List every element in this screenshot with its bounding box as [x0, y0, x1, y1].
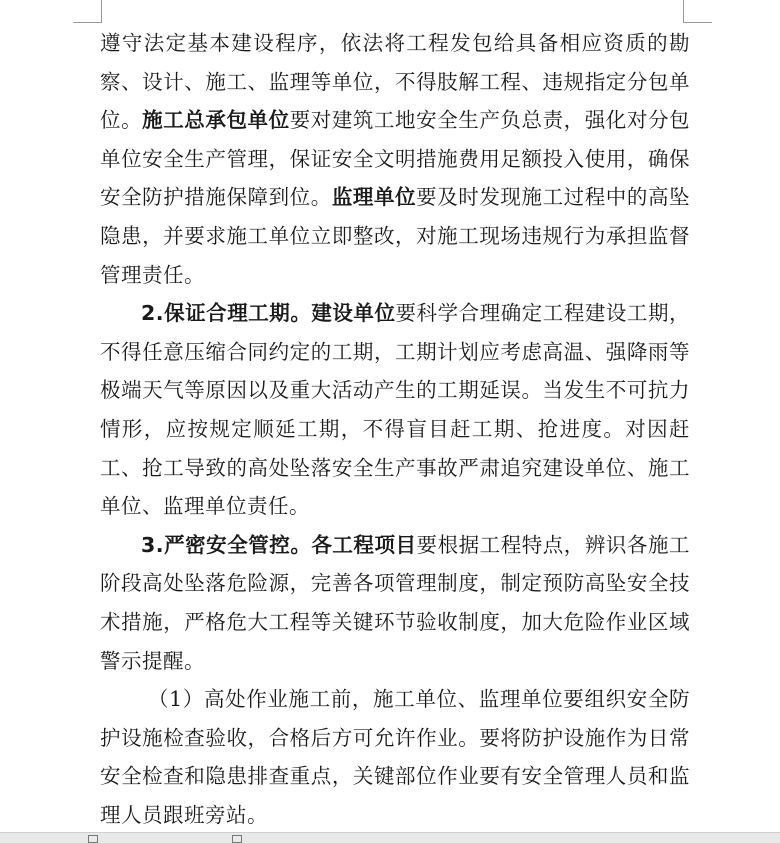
p2-heading: 2.保证合理工期。: [141, 301, 312, 326]
p3-text: 要根据工程特点，辨识各施工阶段高处坠落危险源，完善各项管理制度，制定预防高坠安全技术措施，严格危大工程等关键环节验收制度，加大危险作业区域警示提醒。: [100, 532, 690, 673]
p3-bold-subject: 各工程项目: [311, 532, 417, 557]
document-body[interactable]: [100, 24, 690, 834]
p3-heading: 3.严密安全管控。: [141, 532, 312, 557]
p1-bold-1: 施工总承包单位: [142, 108, 290, 133]
p4-text: （1）高处作业施工前，施工单位、监理单位要组织安全防护设施检查验收，合格后方可允许作业。要将防护设施作为日常安全检查和隐患排查重点，关键部位作业要有安全管理人员和监理人员跟班旁站。: [100, 687, 690, 827]
p1-bold-2: 监理单位: [331, 185, 417, 210]
p2-bold-subject: 建设单位: [311, 301, 396, 326]
paragraph-3: [100, 526, 690, 680]
paragraph-4: [100, 680, 690, 834]
page-corner-mark-top-right: [683, 0, 712, 23]
p2-text: 要科学合理确定工程建设工期，不得任意压缩合同约定的工期，工期计划应考虑高温、强降雨等极端天气等原因以及重大活动产生的工期延误。当发生不可抗力情形，应按规定顺延工期，不得盲目赶工期、抢进度。对因赶工、抢工导致的高处坠落安全生产事故严肃追究建设单位、施工单位、监理单位责任。: [100, 301, 691, 519]
page-corner-mark-top-left: [73, 0, 102, 23]
paragraph-1: [100, 24, 690, 294]
p1-text-2: 要对建筑工地安全生产负总责，强化对分包单位安全生产管理，保证安全文明措施费用足额投入使用，确保安全防护措施保障到位。: [100, 108, 691, 210]
p1-text-3: 要及时发现施工过程中的高坠隐患，并要求施工单位立即整改，对施工现场违规行为承担监督管理责任。: [100, 185, 691, 287]
status-bar: [0, 832, 780, 843]
p1-text-1: 遵守法定基本建设程序，依法将工程发包给具备相应资质的勘察、设计、施工、监理等单位，不得肢解工程、违规指定分包单位。: [100, 31, 690, 133]
paragraph-2: [100, 294, 690, 526]
